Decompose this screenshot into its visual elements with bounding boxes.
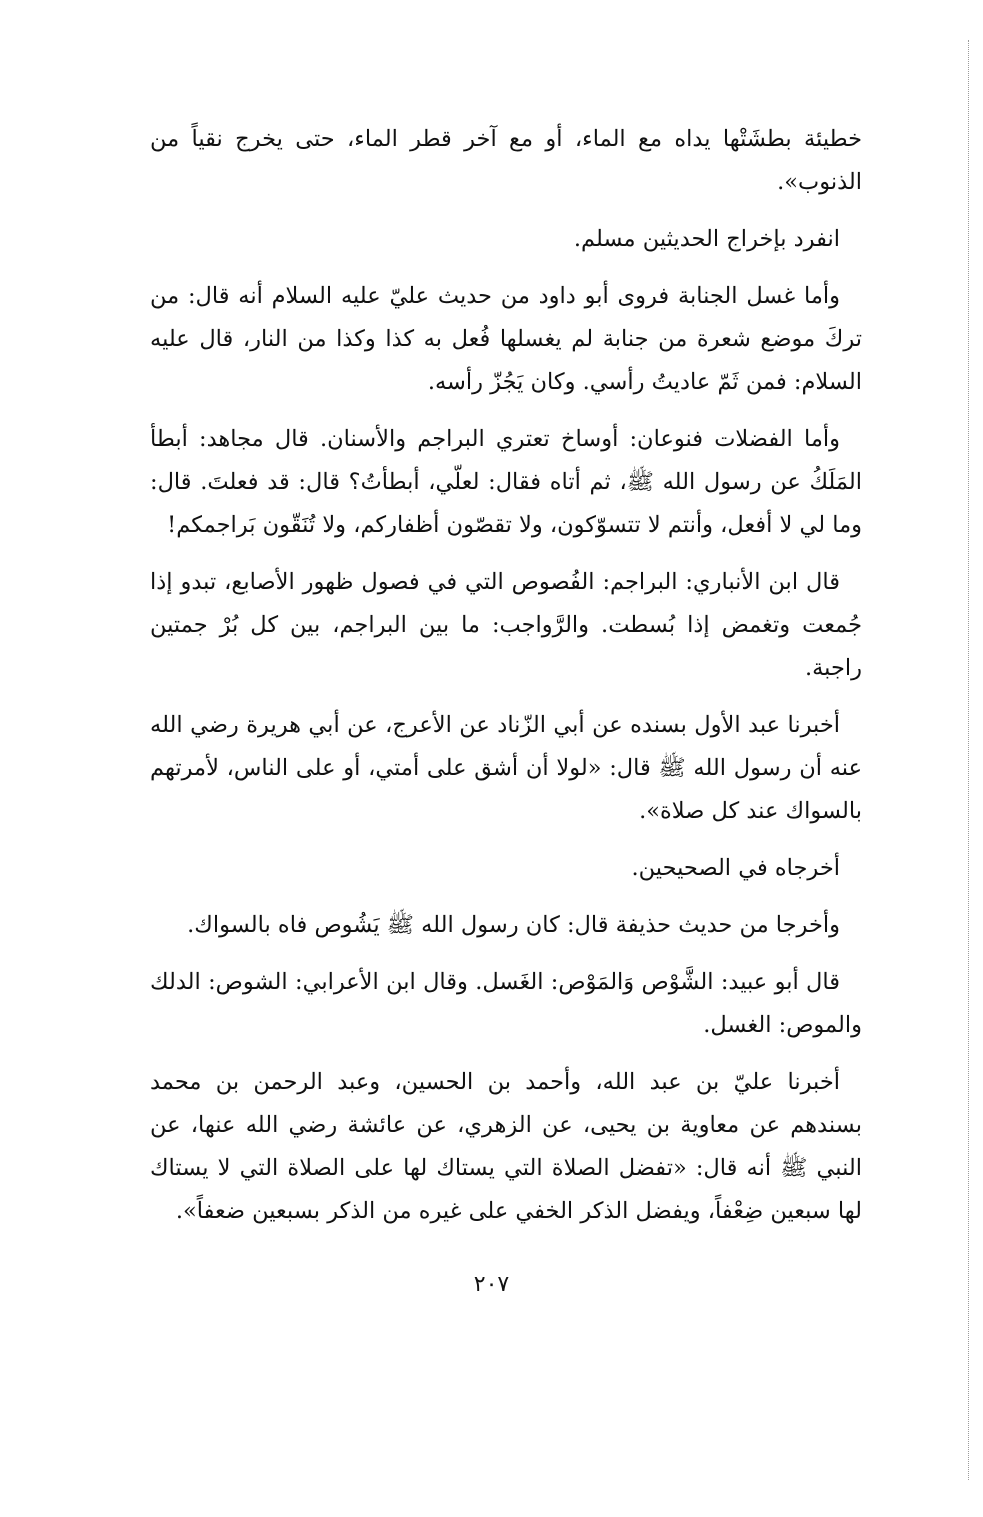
- paragraph-4: وأما الفضلات فنوعان: أوساخ تعتري البراجم والأسنان. قال مجاهد: أبطأ المَلَكُ عن رسول الله ﷺ، ثم أتاه فقال: لعلّي، أبطأتُ؟ قال: قد فعلتَ. قال: وما لي لا أفعل، وأنتم لا تتسوّكون، ولا تقصّون أظفاركم، ولا تُنَقّون بَراجمكم!: [150, 426, 862, 538]
- page-body: [150, 118, 862, 1247]
- paragraph-10: أخبرنا عليّ بن عبد الله، وأحمد بن الحسين، وعبد الرحمن بن محمد بسندهم عن معاوية بن يحيى، عن الزهري، عن عائشة رضي الله عنها، عن النبي ﷺ أنه قال: «تفضل الصلاة التي يستاك لها على الصلاة التي لا يستاك لها سبعين ضِعْفاً، ويفضل الذكر الخفي على غيره من الذكر بسبعين ضعفاً».: [150, 1069, 862, 1224]
- paragraph-9: قال أبو عبيد: الشَّوْص وَالمَوْص: الغَسل. وقال ابن الأعرابي: الشوص: الدلك والموص: الغسل.: [150, 969, 862, 1038]
- paragraph-8: وأخرجا من حديث حذيفة قال: كان رسول الله ﷺ يَشُوص فاه بالسواك.: [187, 912, 840, 938]
- paragraph-5: قال ابن الأنباري: البراجم: الفُصوص التي في فصول ظهور الأصابع، تبدو إذا جُمعت وتغمض إذا بُسطت. والرَّواجب: ما بين البراجم، بين كل بُرْ جمتين راجبة.: [150, 569, 862, 681]
- paragraph-7: أخرجاه في الصحيحين.: [631, 855, 840, 881]
- page-number: ٢٠٧: [473, 1272, 510, 1297]
- paragraph-3: وأما غسل الجنابة فروى أبو داود من حديث عليّ عليه السلام أنه قال: من تركَ موضع شعرة من جنابة لم يغسلها فُعل به كذا وكذا من النار، قال عليه السلام: فمن ثَمّ عاديتُ رأسي. وكان يَجُزّ رأسه.: [150, 283, 862, 395]
- scan-edge-border: [968, 40, 969, 1480]
- paragraph-6: أخبرنا عبد الأول بسنده عن أبي الزّناد عن الأعرج، عن أبي هريرة رضي الله عنه أن رسول الله ﷺ قال: «لولا أن أشق على أمتي، أو على الناس، لأمرتهم بالسواك عند كل صلاة».: [150, 712, 862, 824]
- paragraph-2: انفرد بإخراج الحديثين مسلم.: [573, 226, 840, 252]
- paragraph-1: خطيئة بطشَتْها يداه مع الماء، أو مع آخر قطر الماء، حتى يخرج نقياً من الذنوب».: [150, 126, 862, 195]
